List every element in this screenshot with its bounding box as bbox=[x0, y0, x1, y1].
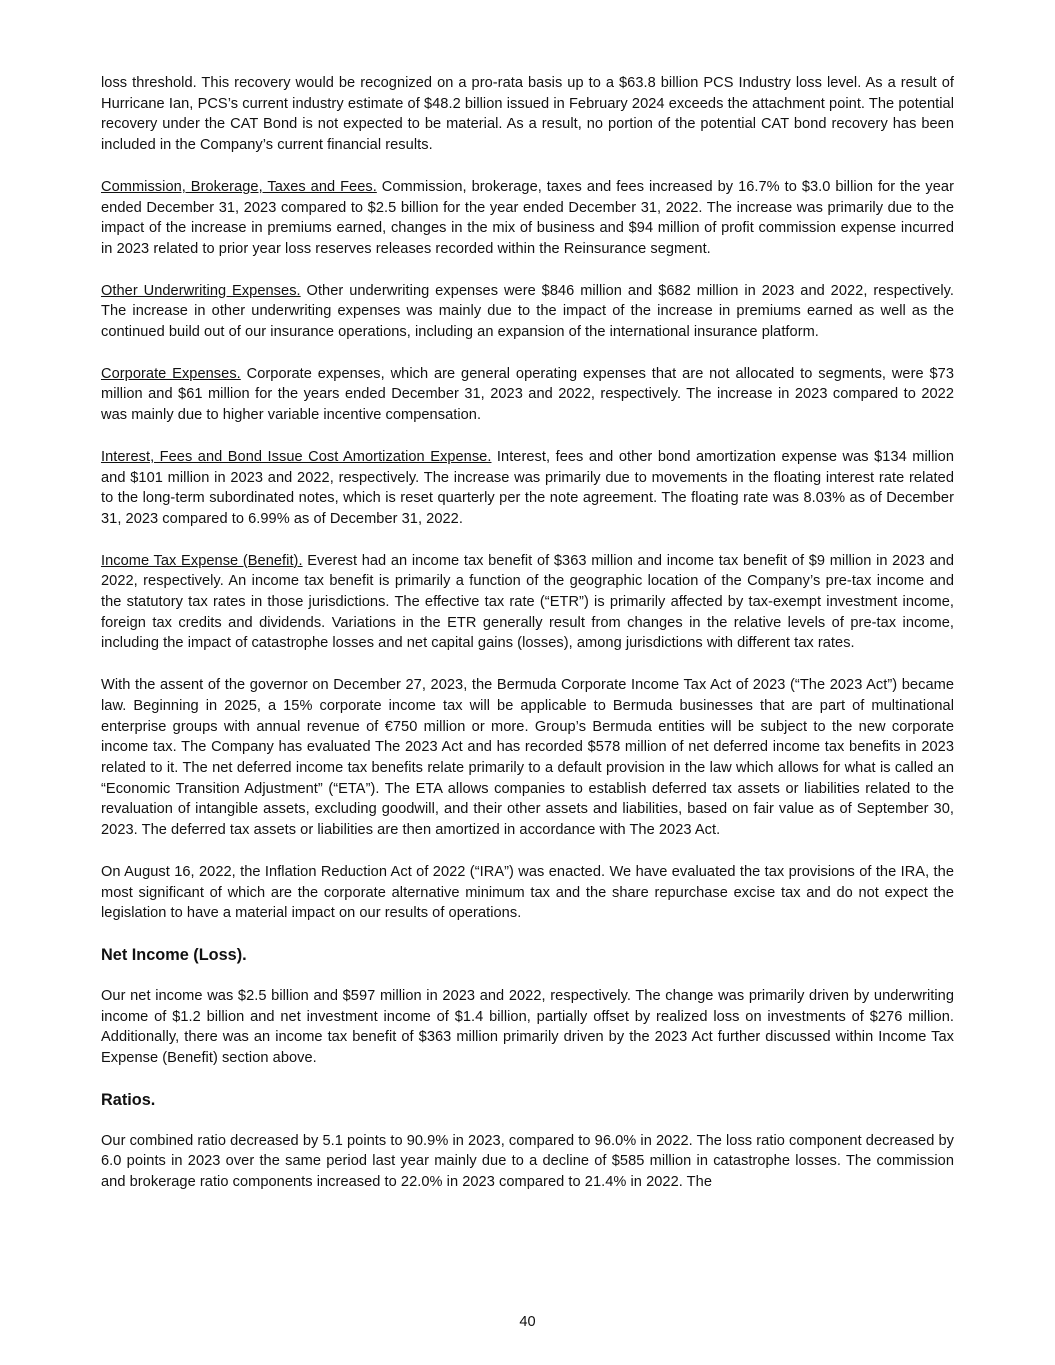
paragraph-lead-commission-brokerage: Commission, Brokerage, Taxes and Fees. bbox=[101, 178, 377, 195]
paragraph-lead-interest-fees: Interest, Fees and Bond Issue Cost Amortization Expense. bbox=[101, 448, 492, 465]
paragraph-text: Commission, brokerage, taxes and fees increased by 16.7% to $3.0 billion for the year ended December 31, 2023 compared to $2.5 billion for the year ended December 31, 2022. The increase was primarily due to the impact of the increase in premiums earned, changes in the mix of business and $94 million of profit commission expense incurred in 2023 related to prior year loss reserves releases recorded within the Reinsurance segment. bbox=[101, 178, 955, 257]
paragraph-other-underwriting bbox=[101, 281, 954, 343]
paragraph-lead-income-tax: Income Tax Expense (Benefit). bbox=[101, 552, 303, 569]
paragraph-interest-fees bbox=[101, 447, 954, 530]
paragraph-corporate-expenses bbox=[101, 364, 954, 426]
paragraph-ratios: Our combined ratio decreased by 5.1 points to 90.9% in 2023, compared to 96.0% in 2022. The loss ratio component decreased by 6.0 points in 2023 over the same period last year mainly due to a decline of $585 million in catastrophe losses. The commission and brokerage ratio components increased to 22.0% in 2023 compared to 21.4% in 2022. The bbox=[101, 1132, 954, 1191]
document-page bbox=[101, 73, 954, 1214]
paragraph-commission-brokerage bbox=[101, 177, 954, 260]
paragraph-lead-other-underwriting: Other Underwriting Expenses. bbox=[101, 282, 301, 299]
paragraph-text: Other underwriting expenses were $846 million and $682 million in 2023 and 2022, respectively. The increase in other underwriting expenses was mainly due to the impact of the increase in premiums earned as well as the continued build out of our insurance operations, including an expansion of the international insurance platform. bbox=[101, 282, 955, 341]
heading-net-income: Net Income (Loss). bbox=[101, 945, 247, 964]
paragraph-text: Interest, fees and other bond amortization expense was $134 million and $101 million in 2023 and 2022, respectively. The increase was primarily due to movements in the floating interest rate related to the long-term subordinated notes, which is reset quarterly per the note agreement. The floating rate was 8.03% as of December 31, 2023 compared to 6.99% as of December 31, 2022. bbox=[101, 448, 954, 527]
paragraph-text: With the assent of the governor on December 27, 2023, the Bermuda Corporate Income Tax Act of 2023 (“The 2023 Act”) became law. Beginning in 2025, a 15% corporate income tax will be applicable to Bermuda businesses that are part of multinational enterprise groups with annual revenue of €750 million or more. Group’s Bermuda entities will be subject to the new corporate income tax. The Company has evaluated The 2023 Act and has recorded $578 million of net deferred income tax benefits in 2023 related to it. The net deferred income tax benefits relate primarily to a default provision in the law which allows for what is called an “Economic Transition Adjustment” (“ETA”). The ETA allows companies to establish deferred tax assets or liabilities related to the revaluation of intangible assets, excluding goodwill, and their other assets and liabilities, based on fair value as of September 30, 2023. The deferred tax assets or liabilities are then amortized in accordance with The 2023 Act. bbox=[101, 677, 954, 839]
paragraph-lead-corporate-expenses: Corporate Expenses. bbox=[101, 365, 241, 382]
paragraph-cat-bond-recovery bbox=[101, 73, 954, 156]
paragraph-bermuda-tax-act bbox=[101, 675, 954, 841]
paragraph-text: Corporate expenses, which are general operating expenses that are not allocated to segments, were $73 million and $61 million for the years ended December 31, 2023 and 2022, respectively. The increase in 2023 compared to 2022 was mainly due to higher variable incentive compensation. bbox=[101, 365, 955, 424]
page-number: 40 bbox=[519, 1314, 536, 1330]
heading-ratios: Ratios. bbox=[101, 1090, 156, 1109]
paragraph-inflation-reduction-act bbox=[101, 862, 954, 924]
paragraph-text: Everest had an income tax benefit of $363 million and income tax benefit of $9 million in 2023 and 2022, respectively. An income tax benefit is primarily a function of the geographic location of the Company’s pre-tax income and the statutory tax rates in those jurisdictions. The effective tax rate (“ETR”) is primarily affected by tax-exempt investment income, foreign tax credits and dividends. Variations in the ETR generally result from changes in the relative levels of pre-tax income, including the impact of catastrophe losses and net capital gains (losses), among jurisdictions with different tax rates. bbox=[101, 552, 955, 652]
paragraph-net-income: Our net income was $2.5 billion and $597 million in 2023 and 2022, respectively. The change was primarily driven by underwriting income of $1.2 billion and net investment income of $1.4 billion, partially offset by realized loss on investments of $276 million. Additionally, there was an income tax benefit of $363 million primarily driven by the 2023 Act further discussed within Income Tax Expense (Benefit) section above. bbox=[101, 987, 954, 1067]
paragraph-income-tax bbox=[101, 551, 954, 655]
paragraph-text: On August 16, 2022, the Inflation Reduction Act of 2022 (“IRA”) was enacted. We have evaluated the tax provisions of the IRA, the most significant of which are the corporate alternative minimum tax and the share repurchase excise tax and do not expect the legislation to have a material impact on our results of operations. bbox=[101, 863, 954, 922]
paragraph-text: loss threshold. This recovery would be recognized on a pro-rata basis up to a $63.8 billion PCS Industry loss level. As a result of Hurricane Ian, PCS’s current industry estimate of $48.2 billion issued in February 2024 exceeds the attachment point. The potential recovery under the CAT Bond is not expected to be material. As a result, no portion of the potential CAT bond recovery has been included in the Company’s current financial results. bbox=[101, 75, 954, 154]
